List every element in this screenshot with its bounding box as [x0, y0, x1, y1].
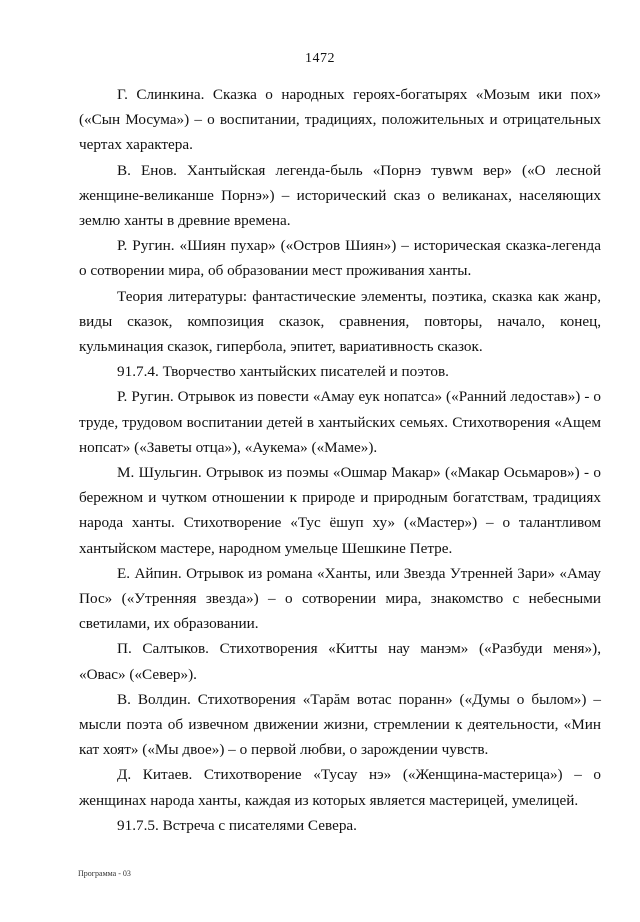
paragraph: В. Волдин. Стихотворения «Тарăм вотас поранн» («Думы о былом») – мысли поэта об извечном движении жизни, стремлении к деятельности, «Мин кат хоят» («Мы двое») – о первой любви, о зарождении чувств. — [79, 690, 601, 759]
paragraph: Г. Слинкина. Сказка о народных героях-богатырях «Мозым ики пох» («Сын Мосума») – о воспитании, традициях, положительных и отрицательных чертах характера. — [79, 86, 601, 154]
paragraph: Д. Китаев. Стихотворение «Тусау нэ» («Женщина-мастерица») – о женщинах народа ханты, каждая из которых является мастерицей, умелицей. — [79, 766, 601, 809]
section-heading: 91.7.4. Творчество хантыйских писателей и поэтов. — [117, 363, 449, 381]
paragraph: Теория литературы: фантастические элементы, поэтика, сказка как жанр, виды сказок, композиция сказок, сравнения, повторы, начало, конец, кульминация сказок, гипербола, эпитет, вариативность сказок. — [79, 287, 601, 356]
paragraph: Е. Айпин. Отрывок из романа «Ханты, или Звезда Утренней Зари» «Амау Пос» («Утренняя звезда») – о сотворении мира, знакомство с небесными светилами, их образовании. — [79, 564, 601, 633]
paragraph: П. Салтыков. Стихотворения «Китты нау манэм» («Разбуди меня»), «Овас» («Север»). — [79, 640, 601, 683]
document-body — [79, 82, 601, 838]
page-number: 1472 — [305, 51, 335, 66]
paragraph: Р. Ругин. Отрывок из повести «Амау еук нопатса» («Ранний ледостав») - о труде, трудовом воспитании детей в хантыйских семьях. Стихотворения «Ащем нопсат» («Заветы отца»), «Аукема» («Маме»). — [79, 388, 601, 456]
section-heading: 91.7.5. Встреча с писателями Севера. — [117, 816, 357, 834]
paragraph: Р. Ругин. «Шиян пухар» («Остров Шиян») – историческая сказка-легенда о сотворении мира, об образовании мест проживания ханты. — [79, 237, 601, 280]
paragraph: М. Шульгин. Отрывок из поэмы «Ошмар Макар» («Макар Осьмаров») - о бережном и чутком отношении к природе и природным богатствам, традициях народа ханты. Стихотворение «Тус ёшуп ху» («Мастер») – о талантливом хантыйском мастере, народном умельце Шешкине Петре. — [79, 464, 601, 557]
paragraph: В. Енов. Хантыйская легенда-быль «Порнэ тувwм вер» («О лесной женщине-великанше Порнэ») – исторический сказ о великанах, населяющих землю ханты в древние времена. — [79, 161, 601, 230]
page-footer: Программа - 03 — [78, 869, 131, 878]
